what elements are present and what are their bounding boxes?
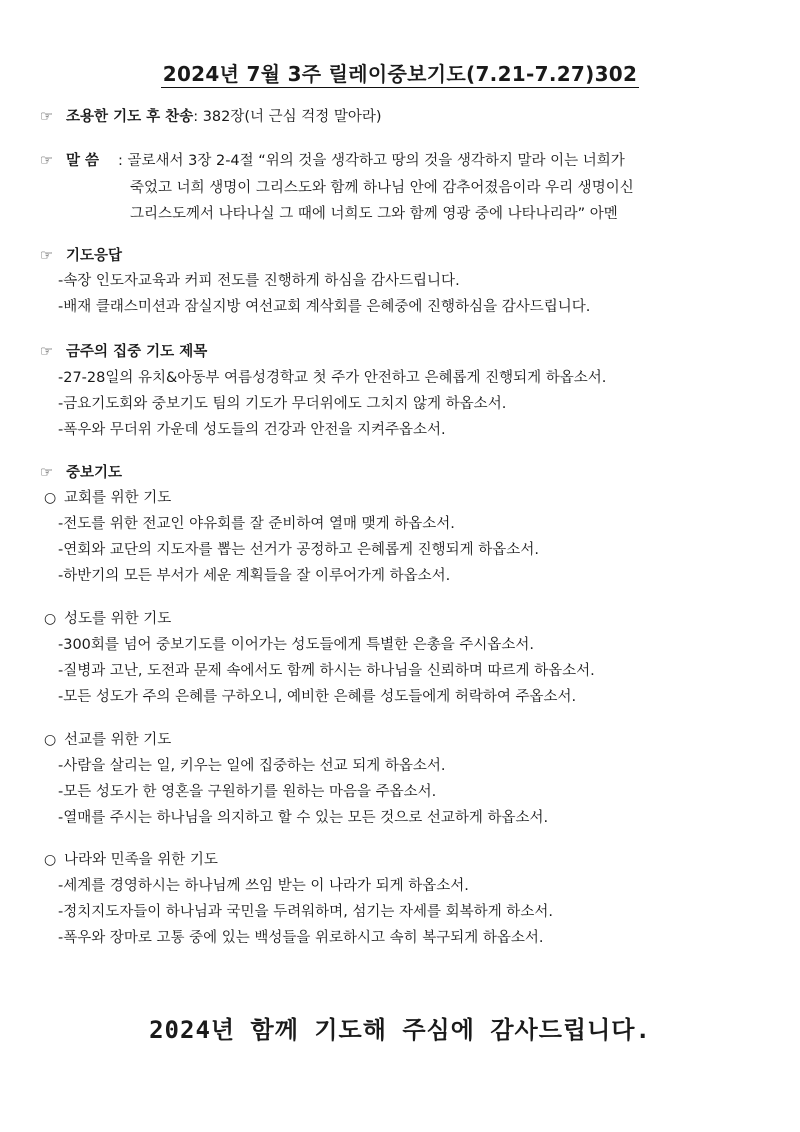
answer-item: -배재 클래스미션과 잠실지방 여선교회 계삭회를 은혜중에 진행하심을 감사드립니다. xyxy=(58,299,591,315)
nation-section-label: 나라와 민족을 위한 기도 xyxy=(64,852,218,868)
circle-bullet-icon: ○ xyxy=(44,611,57,627)
nation-item: -정치지도자들이 하나님과 국민을 두려워하며, 섬기는 자세를 회복하게 하소서. xyxy=(58,904,553,920)
circle-bullet-icon: ○ xyxy=(44,490,57,506)
church-item: -하반기의 모든 부서가 세운 계획들을 잘 이루어가게 하옵소서. xyxy=(58,568,451,584)
church-item: -연회와 교단의 지도자를 뽑는 선거가 공정하고 은혜롭게 진행되게 하옵소서. xyxy=(58,542,539,558)
nation-item: -세계를 경영하시는 하나님께 쓰임 받는 이 나라가 되게 하옵소서. xyxy=(58,878,469,894)
pointing-hand-icon: ☞ xyxy=(40,109,53,125)
page-title xyxy=(0,58,800,87)
mission-section-heading xyxy=(44,730,171,750)
church-item: -전도를 위한 전교인 야유회를 잘 준비하여 열매 맺게 하옵소서. xyxy=(58,516,455,532)
intercession-label: 중보기도 xyxy=(66,465,123,481)
mission-section-label: 선교를 위한 기도 xyxy=(64,732,172,748)
church-section-heading xyxy=(44,488,171,508)
mission-item: -열매를 주시는 하나님을 의지하고 할 수 있는 모든 것으로 선교하게 하옵소서. xyxy=(58,810,549,826)
believers-item: -질병과 고난, 도전과 문제 속에서도 함께 하시는 하나님을 신뢰하며 따르게 하옵소서. xyxy=(58,663,595,679)
pointing-hand-icon: ☞ xyxy=(40,465,53,481)
focus-item: -27-28일의 유치&아동부 여름성경학교 첫 주가 안전하고 은혜롭게 진행되게 하옵소서. xyxy=(58,370,607,386)
mission-item: -사람을 살리는 일, 키우는 일에 집중하는 선교 되게 하옵소서. xyxy=(58,758,446,774)
mission-item: -모든 성도가 한 영혼을 구원하기를 원하는 마음을 주옵소서. xyxy=(58,784,437,800)
believers-section-heading xyxy=(44,609,171,629)
circle-bullet-icon: ○ xyxy=(44,732,57,748)
page-title-text: 2024년 7월 3주 릴레이중보기도(7.21-7.27)302 xyxy=(162,62,638,86)
focus-item: -금요기도회와 중보기도 팀의 기도가 무더위에도 그치지 않게 하옵소서. xyxy=(58,396,507,412)
pointing-hand-icon: ☞ xyxy=(40,344,53,360)
intercession-heading xyxy=(40,463,122,483)
answer-item: -속장 인도자교육과 커피 전도를 진행하게 하심을 감사드립니다. xyxy=(58,273,460,289)
nation-item: -폭우와 장마로 고통 중에 있는 백성들을 위로하시고 속히 복구되게 하옵소서. xyxy=(58,930,544,946)
believers-item: -300회를 넘어 중보기도를 이어가는 성도들에게 특별한 은총을 주시옵소서. xyxy=(58,637,534,653)
pointing-hand-icon: ☞ xyxy=(40,153,53,169)
closing-thanks: 2024년 함께 기도해 주심에 감사드립니다. xyxy=(149,1016,651,1044)
hymn-line xyxy=(40,107,382,127)
believers-section-label: 성도를 위한 기도 xyxy=(64,611,172,627)
hymn-text: : 382장(너 근심 걱정 말아라) xyxy=(193,109,382,125)
answers-label: 기도응답 xyxy=(66,248,123,264)
hymn-label: 조용한 기도 후 찬송 xyxy=(66,109,194,125)
scripture-line-3: 그리스도께서 나타나실 그 때에 너희도 그와 함께 영광 중에 나타나리라” 아멘 xyxy=(130,206,618,222)
pointing-hand-icon: ☞ xyxy=(40,248,53,264)
focus-item: -폭우와 무더위 가운데 성도들의 건강과 안전을 지켜주옵소서. xyxy=(58,422,446,438)
scripture-line-2: 죽었고 너희 생명이 그리스도와 함께 하나님 안에 감추어졌음이라 우리 생명이신 xyxy=(130,180,634,196)
scripture-text: : 골로새서 3장 2-4절 “위의 것을 생각하고 땅의 것을 생각하지 말라 이는 너희가 xyxy=(118,153,625,169)
scripture-line-1 xyxy=(40,151,625,171)
scripture-label: 말 씀 xyxy=(66,153,100,169)
circle-bullet-icon: ○ xyxy=(44,852,57,868)
church-section-label: 교회를 위한 기도 xyxy=(64,490,172,506)
focus-label: 금주의 집중 기도 제목 xyxy=(66,344,208,360)
focus-heading xyxy=(40,342,207,362)
believers-item: -모든 성도가 주의 은혜를 구하오니, 예비한 은혜를 성도들에게 허락하여 주옵소서. xyxy=(58,689,577,705)
answers-heading xyxy=(40,246,122,266)
nation-section-heading xyxy=(44,850,218,870)
